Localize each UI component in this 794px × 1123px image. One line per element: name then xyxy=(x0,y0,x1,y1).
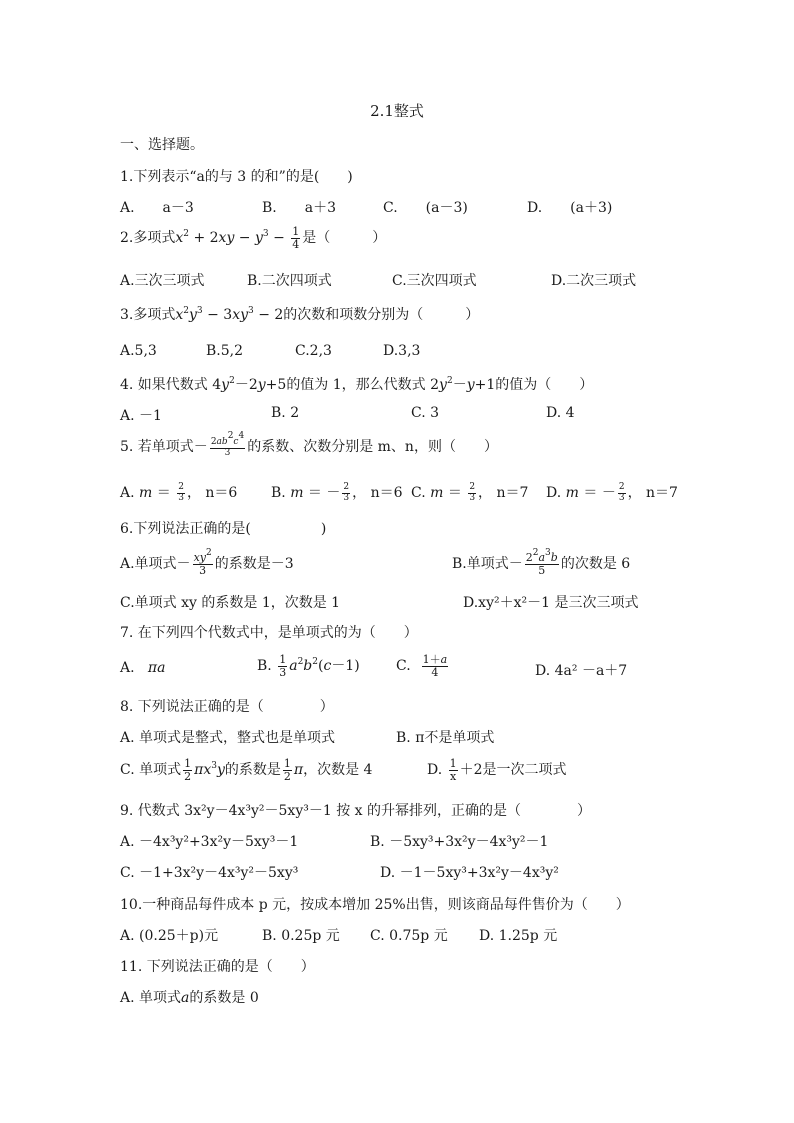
question-3-prefix: 3.多项式 xyxy=(120,307,176,323)
question-8-option-d[interactable] xyxy=(427,758,567,782)
option-c-prefix: C. 单项式 xyxy=(120,762,182,779)
question-4-option-c[interactable]: C. 3 xyxy=(411,405,440,421)
option-n-value: n＝6 xyxy=(370,485,403,501)
question-5-option-d[interactable]: D. m ＝ － $\frac{2}{3}$ ， n＝7 xyxy=(546,482,678,503)
question-8-option-c[interactable]: C. 单项式 $\frac{1}{2}$ $\pi x^3y$的系数是 $\frac{1}{2}$ π，次数是 4 xyxy=(120,757,373,783)
option-n-value: n＝7 xyxy=(646,485,678,501)
option-b-suffix: 的次数是 6 xyxy=(560,556,631,573)
option-label: A. xyxy=(120,485,135,501)
question-7-option-a[interactable] xyxy=(120,660,165,676)
option-label: C. xyxy=(411,485,426,501)
question-1-option-a[interactable]: A. a－3 xyxy=(120,200,194,216)
question-8-option-a[interactable]: A. 单项式是整式，整式也是单项式 xyxy=(120,730,336,746)
question-6-option-c[interactable]: C.单项式 xy 的系数是 1，次数是 1 xyxy=(120,595,341,611)
question-5-option-c[interactable]: C. m ＝ $\frac{2}{3}$ ， n＝7 xyxy=(411,482,529,503)
question-4-expr-2: $y^2-y+1$ xyxy=(439,376,496,393)
question-6-stem: 6.下列说法正确的是( ) xyxy=(120,521,327,537)
question-10-option-a[interactable]: A. (0.25＋p)元 xyxy=(120,928,219,944)
question-7-option-d[interactable]: D. 4a² －a＋7 xyxy=(535,663,628,679)
fraction: $\frac{xy^2}{3}$ xyxy=(193,548,212,577)
question-3-polynomial: $x^2y^3 - 3xy^3 - 2$ xyxy=(175,306,284,323)
question-2-option-b[interactable]: B.二次四项式 xyxy=(247,273,332,289)
option-d-suffix: ＋2是一次二项式 xyxy=(459,762,567,779)
question-5-monomial: $\frac{2ab^2c^4}{3}$ xyxy=(210,431,245,458)
option-a-prefix: A. 单项式 xyxy=(120,990,182,1006)
question-10-option-d[interactable]: D. 1.25p 元 xyxy=(479,928,558,944)
option-a-variable: a xyxy=(181,990,190,1006)
question-9-option-b[interactable]: B. －5xy³+3x²y－4x³y²－1 xyxy=(370,834,549,850)
option-label: D. xyxy=(546,485,562,501)
question-7-option-b[interactable]: B. $\frac{1}{3}$ $a^2b^2(c-1)$ xyxy=(257,653,360,679)
question-3-suffix: 的次数和项数分别为（ ） xyxy=(283,307,480,323)
question-4-middle: 的值为 1，那么代数式 2 xyxy=(286,377,440,393)
question-3-option-a[interactable]: A.5,3 xyxy=(120,343,157,359)
fraction: $\frac{1}{3}$ xyxy=(279,653,287,679)
question-11-stem: 11. 下列说法正确的是（ ） xyxy=(120,959,315,975)
question-1-option-b[interactable]: B. a＋3 xyxy=(262,200,336,216)
question-4-suffix: 的值为（ ） xyxy=(495,377,594,393)
question-9-stem: 9. 代数式 3x²y－4x³y²－5xy³－1 按 x 的升幂排列，正确的是（ ） xyxy=(120,803,591,819)
question-5-prefix: 5. 若单项式－ xyxy=(120,439,208,455)
question-4-prefix: 4. 如果代数式 4 xyxy=(120,377,222,393)
fraction: $\frac{2}{3}$ xyxy=(469,482,476,503)
question-4-option-d[interactable]: D. 4 xyxy=(546,405,575,421)
question-1-option-c[interactable]: C. (a－3) xyxy=(383,200,468,216)
page-title: 2.1整式 xyxy=(370,102,424,120)
fraction: $\frac{2}{3}$ xyxy=(178,482,184,503)
question-2-option-d[interactable]: D.二次三项式 xyxy=(551,273,637,289)
question-2-stem xyxy=(120,226,386,250)
question-5-suffix: 的系数、次数分别是 m、n，则（ ） xyxy=(247,439,498,455)
fraction: $\frac{1+a}{4}$ xyxy=(422,653,448,679)
option-label: B. xyxy=(257,658,272,675)
question-3-stem xyxy=(120,304,479,324)
fraction: $\frac{1}{2}$ xyxy=(184,757,192,783)
question-4-option-b[interactable]: B. 2 xyxy=(271,405,300,421)
question-1-stem: 1.下列表示“a的与 3 的和”的是( ) xyxy=(120,169,353,185)
question-10-stem: 10.一种商品每件成本 p 元，按成本增加 25%出售，则该商品每件售价为（ ） xyxy=(120,897,630,913)
question-2-option-a[interactable]: A.三次三项式 xyxy=(120,273,205,289)
question-4-expr-1: $y^2-2y+5$ xyxy=(221,376,287,393)
option-a-prefix: A.单项式－ xyxy=(120,556,191,573)
option-a-suffix: 的系数是－3 xyxy=(214,556,294,573)
question-2-option-c[interactable]: C.三次四项式 xyxy=(392,273,477,289)
question-2-suffix: 是（ ） xyxy=(302,230,387,247)
question-3-option-b[interactable]: B.5,2 xyxy=(206,343,244,359)
question-6-option-b[interactable] xyxy=(452,548,631,577)
question-8-option-b[interactable]: B. π不是单项式 xyxy=(396,730,495,746)
fraction: $\frac{2}{3}$ xyxy=(343,482,350,503)
question-5-option-b[interactable]: B. m ＝ － $\frac{2}{3}$ ， n＝6 xyxy=(271,482,403,503)
option-n-value: n＝7 xyxy=(496,485,529,501)
question-2-polynomial: $x^2 + 2xy - y^3$ − $\frac{1}{4}$ xyxy=(175,225,300,251)
question-9-option-d[interactable]: D. －1－5xy³+3x²y－4x³y² xyxy=(380,865,559,881)
question-7-stem: 7. 在下列四个代数式中，是单项式的为（ ） xyxy=(120,625,418,641)
question-4-option-a[interactable]: A. －1 xyxy=(120,408,162,424)
question-10-option-c[interactable]: C. 0.75p 元 xyxy=(370,928,448,944)
question-5-stem xyxy=(120,431,498,458)
option-label: D. xyxy=(427,762,443,779)
section-heading: 一、选择题。 xyxy=(120,137,204,153)
option-label: A. xyxy=(120,660,135,676)
fraction: $\frac{1}{2}$ xyxy=(283,757,291,783)
option-a-expression: πa xyxy=(147,660,166,676)
option-n-value: n＝6 xyxy=(205,485,238,501)
fraction: $\frac{1}{x}$ xyxy=(449,757,457,783)
question-8-stem: 8. 下列说法正确的是（ ） xyxy=(120,699,334,715)
question-9-option-c[interactable]: C. －1+3x²y－4x³y²－5xy³ xyxy=(120,865,299,881)
option-label: C. xyxy=(396,658,411,675)
option-b-prefix: B.单项式－ xyxy=(452,556,523,573)
question-9-option-a[interactable]: A. －4x³y²+3x²y－5xy³－1 xyxy=(120,834,299,850)
option-c-middle: 的系数是 xyxy=(224,762,281,779)
fraction: $\frac{2^2a^3b}{5}$ xyxy=(525,548,558,577)
question-7-option-c[interactable] xyxy=(396,654,450,678)
question-1-option-d[interactable]: D. (a＋3) xyxy=(527,200,613,216)
question-4-stem xyxy=(120,374,593,394)
option-c-suffix: ，次数是 4 xyxy=(303,762,373,779)
fraction: $\frac{1}{4}$ xyxy=(292,225,300,251)
question-3-option-c[interactable]: C.2,3 xyxy=(295,343,332,359)
question-6-option-a[interactable] xyxy=(120,548,294,577)
option-label: B. xyxy=(271,485,286,501)
question-2-prefix: 2.多项式 xyxy=(120,230,176,247)
question-11-option-a[interactable] xyxy=(120,987,259,1007)
question-6-option-d[interactable]: D.xy²＋x²－1 是三次三项式 xyxy=(463,595,639,611)
question-3-option-d[interactable]: D.3,3 xyxy=(383,343,421,359)
question-10-option-b[interactable]: B. 0.25p 元 xyxy=(262,928,340,944)
question-5-option-a[interactable]: A. m ＝ $\frac{2}{3}$ ， n＝6 xyxy=(120,482,238,503)
fraction: $\frac{2}{3}$ xyxy=(618,482,625,503)
option-a-suffix: 的系数是 0 xyxy=(189,990,259,1006)
